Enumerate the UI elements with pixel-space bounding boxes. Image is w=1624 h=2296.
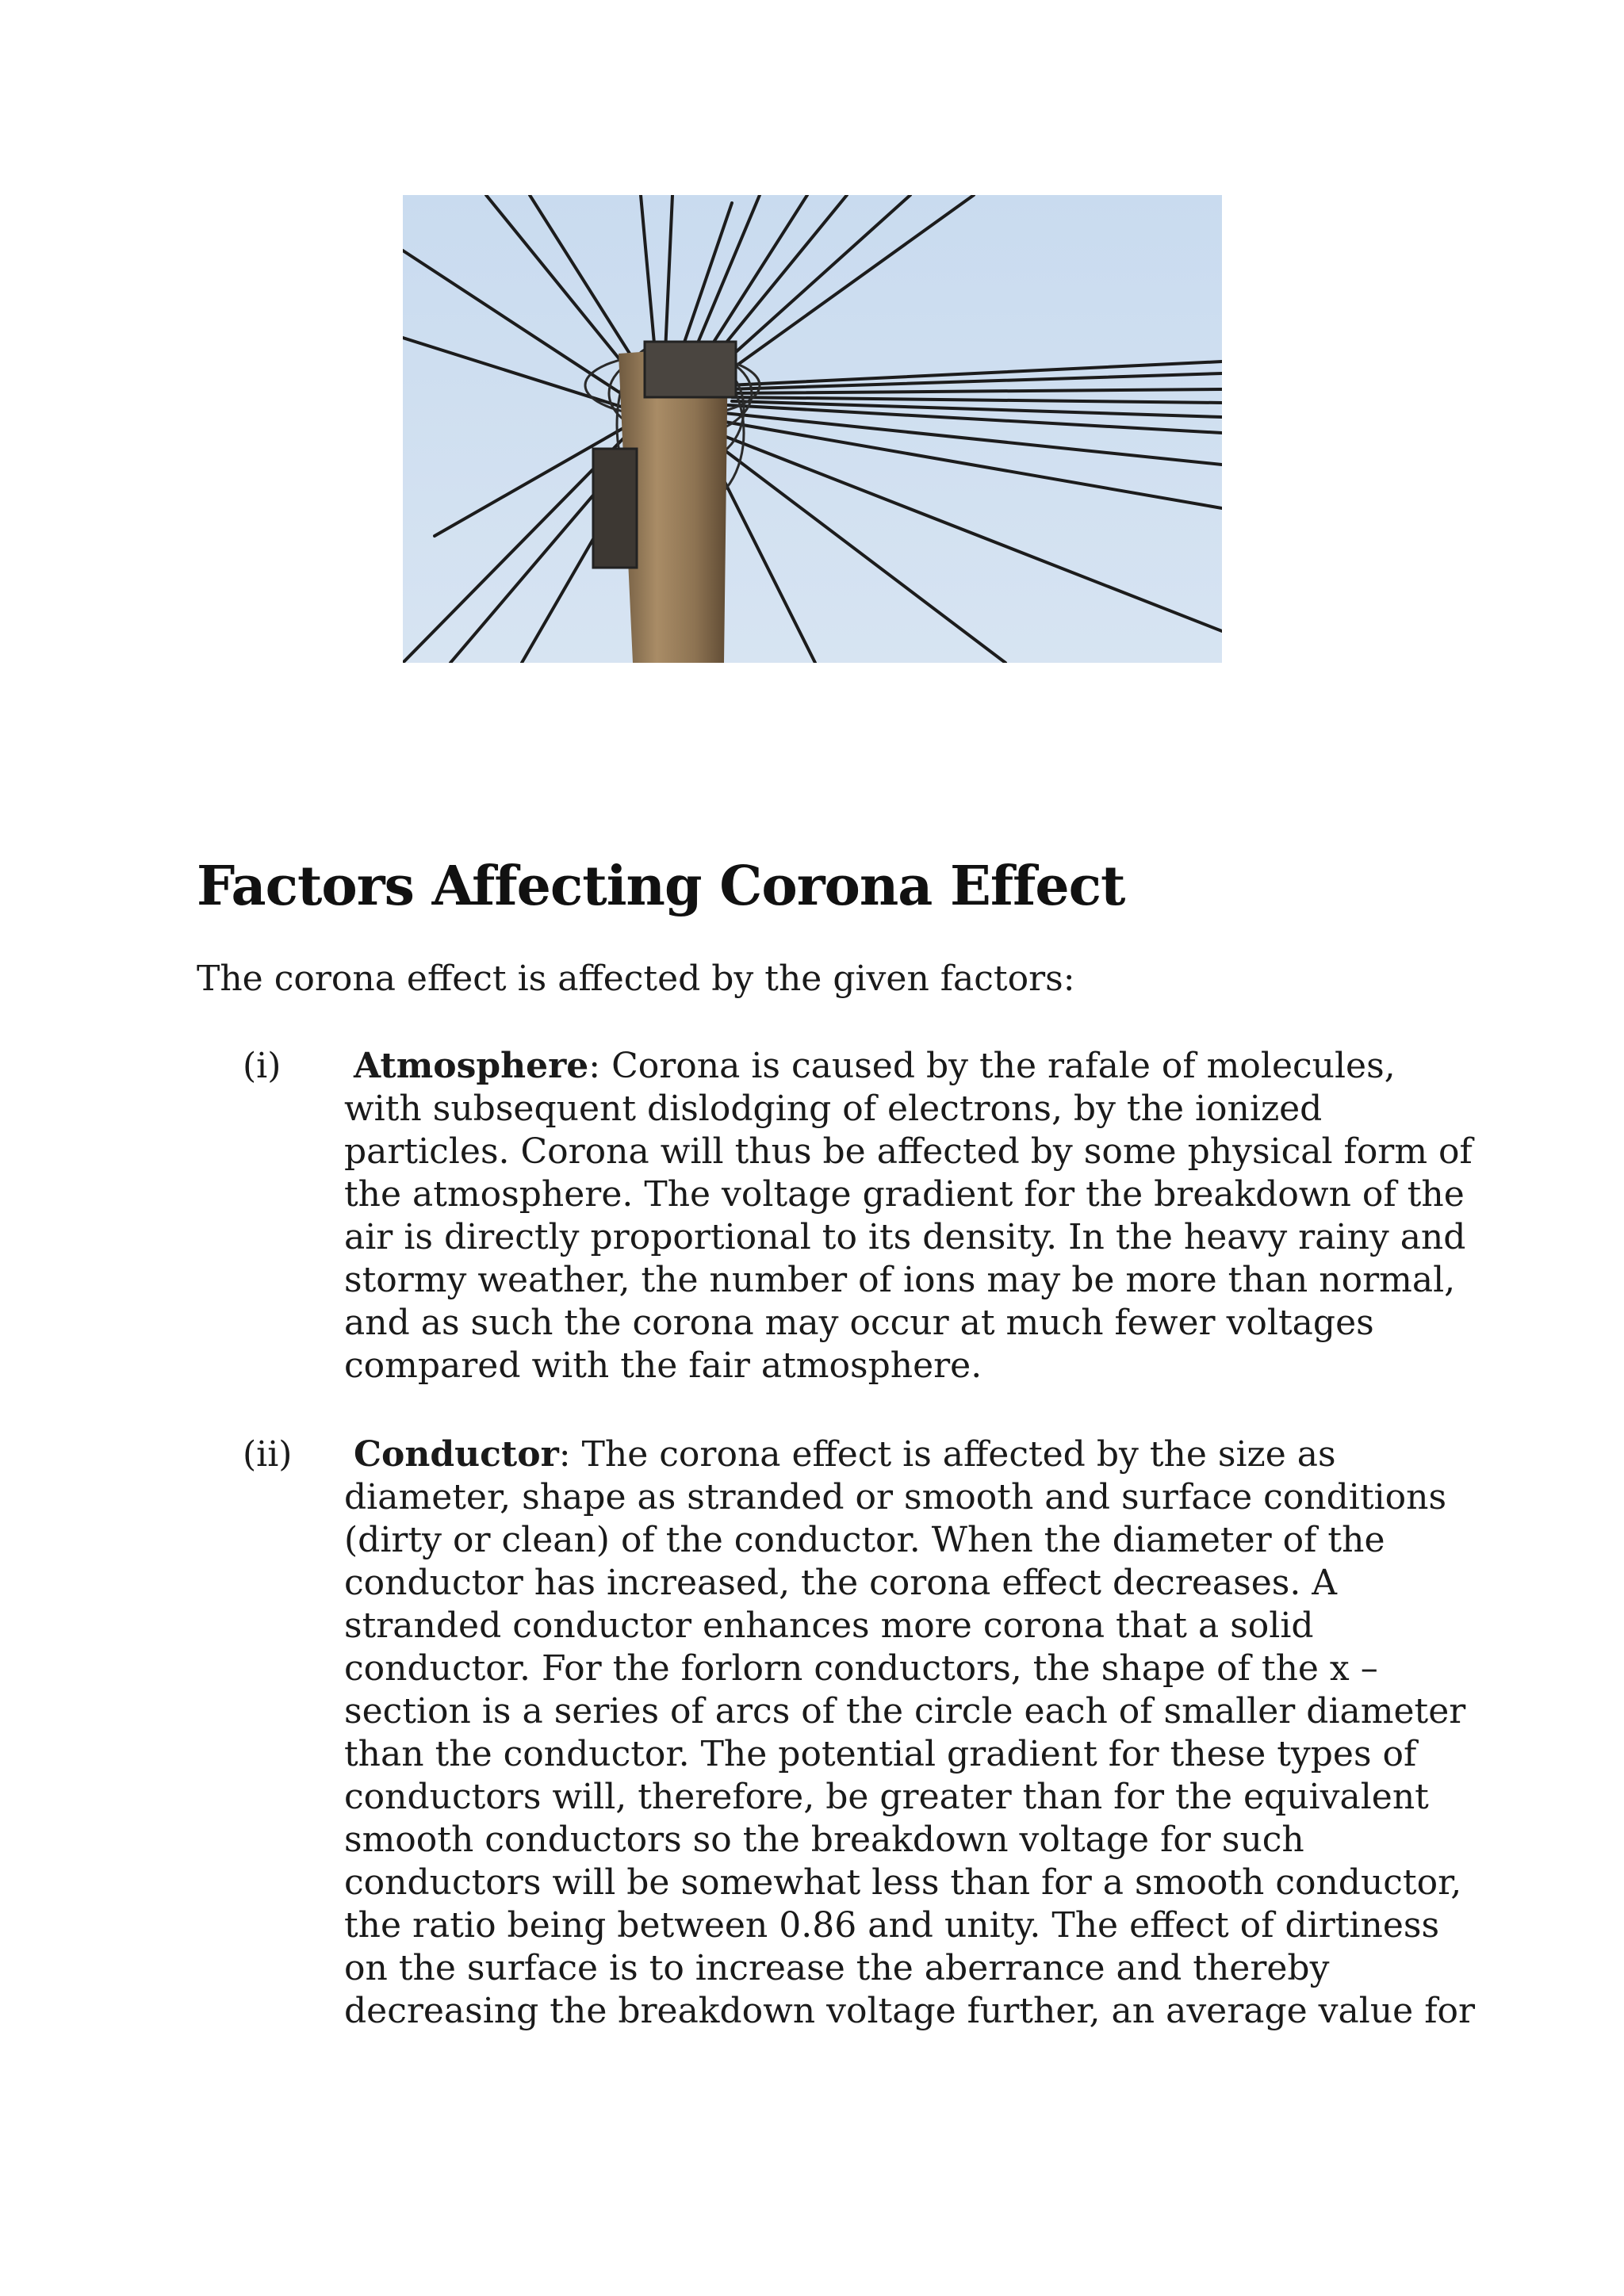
list-item-line: on the surface is to increase the aberrance and thereby xyxy=(344,1948,1330,1988)
list-item-line: smooth conductors so the breakdown voltage for such xyxy=(344,1820,1304,1860)
list-item-text xyxy=(344,1045,1473,1387)
utility-pole-photo xyxy=(403,195,1222,663)
list-item-text xyxy=(344,1433,1476,2033)
list-item-line: conductors will be somewhat less than for a smooth conductor, xyxy=(344,1862,1462,1903)
list-item-term: Atmosphere xyxy=(354,1046,589,1086)
list-item-line: section is a series of arcs of the circle each of smaller diameter xyxy=(344,1691,1466,1732)
list-item-line: with subsequent dislodging of electrons, by the ionized xyxy=(344,1089,1323,1129)
list-item-line: air is directly proportional to its density. In the heavy rainy and xyxy=(344,1217,1466,1257)
list-item-line: stranded conductor enhances more corona that a solid xyxy=(344,1605,1314,1646)
intro-paragraph: The corona effect is affected by the given factors: xyxy=(197,959,1075,999)
list-item-line: stormy weather, the number of ions may be more than normal, xyxy=(344,1260,1456,1300)
list-item-line: (dirty or clean) of the conductor. When the diameter of the xyxy=(344,1520,1385,1560)
list-item-marker: (ii) xyxy=(243,1434,293,1475)
list-item-line: the ratio being between 0.86 and unity. The effect of dirtiness xyxy=(344,1905,1440,1946)
list-item-line: decreasing the breakdown voltage further, an average value for xyxy=(344,1991,1476,2031)
list-item-line: conductor has increased, the corona effect decreases. A xyxy=(344,1563,1338,1603)
list-item-line: than the conductor. The potential gradient for these types of xyxy=(344,1734,1417,1774)
list-item-line: conductor. For the forlorn conductors, the shape of the x – xyxy=(344,1648,1378,1689)
list-item-line: particles. Corona will thus be affected by some physical form of xyxy=(344,1131,1473,1172)
list-item-line: the atmosphere. The voltage gradient for the breakdown of the xyxy=(344,1174,1465,1215)
section-heading: Factors Affecting Corona Effect xyxy=(197,855,1125,918)
list-item-line: Conductor: The corona effect is affected by the size as xyxy=(344,1433,1438,1476)
list-item-line: Atmosphere: Corona is caused by the rafale of molecules, xyxy=(344,1045,1438,1088)
list-item-line: diameter, shape as stranded or smooth and surface conditions xyxy=(344,1477,1447,1517)
list-item-line: and as such the corona may occur at much fewer voltages xyxy=(344,1303,1374,1343)
list-item-line: conductors will, therefore, be greater than for the equivalent xyxy=(344,1777,1429,1817)
list-item-marker: (i) xyxy=(243,1046,282,1086)
utility-pole-photo-drawing xyxy=(403,195,1222,663)
list-item-term: Conductor xyxy=(354,1434,559,1475)
list-item-line: compared with the fair atmosphere. xyxy=(344,1345,982,1386)
